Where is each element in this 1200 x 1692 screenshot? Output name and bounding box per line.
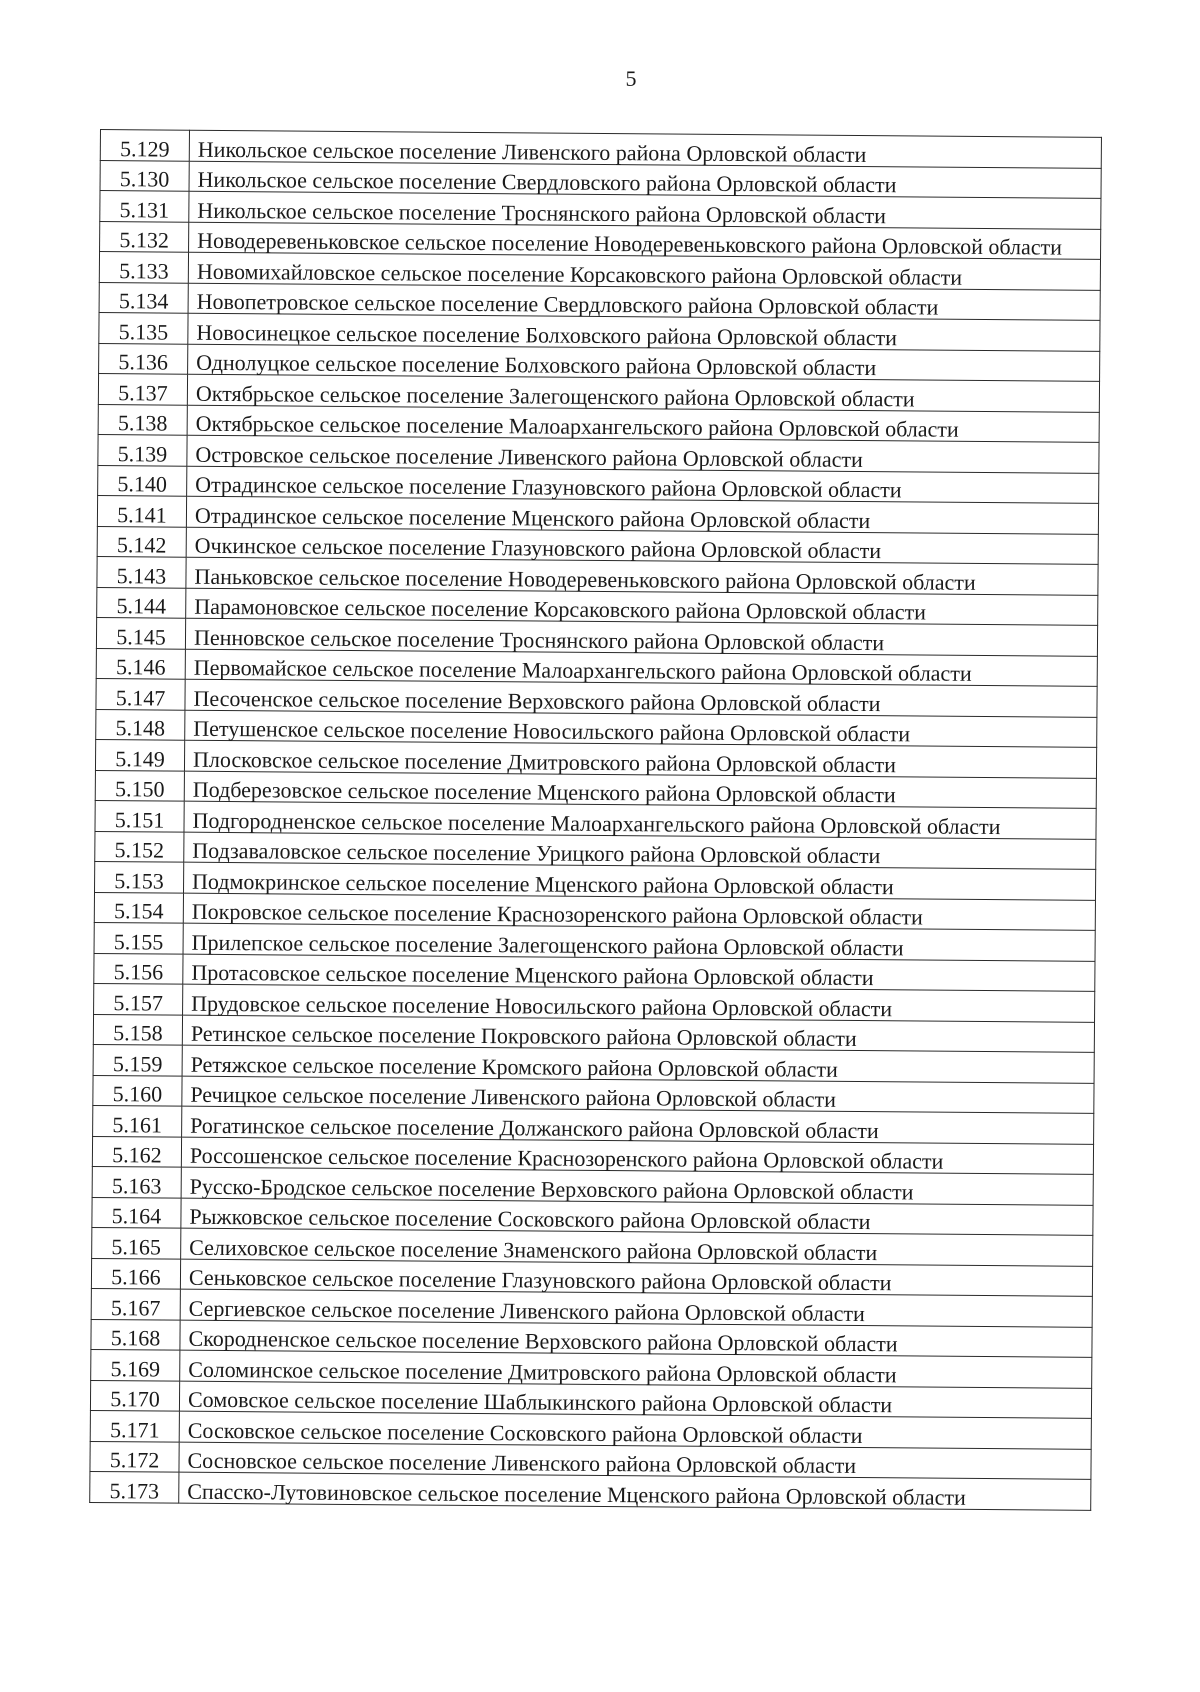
row-number: 5.141 [97, 495, 186, 526]
row-number: 5.137 [98, 373, 187, 404]
settlement-name: Островское сельское поселение Ливенского района Орловской области [187, 435, 1099, 473]
settlement-name: Покровское сельское поселение Краснозоренского района Орловской области [183, 893, 1095, 931]
settlement-name: Никольское сельское поселение Свердловского района Орловской области [189, 161, 1101, 199]
row-number: 5.171 [90, 1410, 179, 1441]
row-number: 5.135 [99, 312, 188, 343]
settlement-name: Протасовское сельское поселение Мценского района Орловской области [183, 954, 1095, 992]
settlement-name: Подмокринское сельское поселение Мценского района Орловской области [184, 862, 1096, 900]
row-number: 5.166 [91, 1258, 180, 1289]
settlement-name: Прилепское сельское поселение Залегощенского района Орловской области [183, 923, 1095, 961]
row-number: 5.134 [99, 282, 188, 313]
settlement-name: Новомихайловское сельское поселение Корсаковского района Орловской области [188, 252, 1100, 290]
row-number: 5.131 [100, 191, 189, 222]
row-number: 5.163 [92, 1166, 181, 1197]
table-body [90, 130, 1102, 1510]
row-number: 5.158 [93, 1014, 182, 1045]
settlement-name: Сомовское сельское поселение Шаблыкинского района Орловской области [179, 1381, 1091, 1419]
row-number: 5.136 [99, 343, 188, 374]
row-number: 5.172 [90, 1441, 179, 1472]
row-number: 5.165 [92, 1227, 181, 1258]
settlement-name: Рыжковское сельское поселение Сосковского района Орловской области [181, 1198, 1093, 1236]
settlement-name: Новосинецкое сельское поселение Болховского района Орловской области [188, 313, 1100, 351]
row-number: 5.159 [93, 1044, 182, 1075]
settlement-name: Подберезовское сельское поселение Мценского района Орловской области [184, 771, 1096, 809]
settlement-name: Прудовское сельское поселение Новосильского района Орловской области [183, 984, 1095, 1022]
settlement-name: Русско-Бродское сельское поселение Верховского района Орловской области [181, 1167, 1093, 1205]
row-number: 5.145 [96, 617, 185, 648]
row-number: 5.168 [91, 1319, 180, 1350]
settlements-table [89, 129, 1102, 1510]
settlement-name: Сосковское сельское поселение Сосковского района Орловской области [179, 1411, 1091, 1449]
settlement-name: Очкинское сельское поселение Глазуновского района Орловской области [186, 527, 1098, 565]
settlement-name: Однолуцкое сельское поселение Болховского района Орловской области [188, 344, 1100, 382]
row-number: 5.148 [96, 709, 185, 740]
settlement-name: Никольское сельское поселение Троснянского района Орловской области [189, 191, 1101, 229]
settlement-name: Новопетровское сельское поселение Свердловского района Орловской области [188, 283, 1100, 321]
settlement-name: Подгородненское сельское поселение Малоархангельского района Орловской области [184, 801, 1096, 839]
row-number: 5.157 [94, 983, 183, 1014]
row-number: 5.132 [100, 221, 189, 252]
settlement-name: Сосновское сельское поселение Ливенского района Орловской области [179, 1442, 1091, 1480]
settlement-name: Селиховское сельское поселение Знаменского района Орловской области [181, 1228, 1093, 1266]
settlement-name: Петушенское сельское поселение Новосильского района Орловской области [185, 710, 1097, 748]
settlement-name: Россошенское сельское поселение Краснозоренского района Орловской области [181, 1137, 1093, 1175]
settlement-name: Отрадинское сельское поселение Мценского района Орловской области [186, 496, 1098, 534]
row-number: 5.140 [98, 465, 187, 496]
settlement-name: Паньковское сельское поселение Новодеревеньковского района Орловской области [186, 557, 1098, 595]
row-number: 5.169 [91, 1349, 180, 1380]
row-number: 5.164 [92, 1197, 181, 1228]
row-number: 5.138 [98, 404, 187, 435]
row-number: 5.161 [93, 1105, 182, 1136]
settlement-name: Октябрьское сельское поселение Малоархангельского района Орловской области [187, 405, 1099, 443]
row-number: 5.152 [95, 831, 184, 862]
row-number: 5.173 [90, 1471, 179, 1502]
row-number: 5.167 [91, 1288, 180, 1319]
row-number: 5.149 [95, 739, 184, 770]
settlement-name: Никольское сельское поселение Ливенского района Орловской области [189, 130, 1101, 168]
row-number: 5.155 [94, 922, 183, 953]
row-number: 5.162 [92, 1136, 181, 1167]
table-row [90, 1471, 1091, 1509]
row-number: 5.160 [93, 1075, 182, 1106]
settlement-name: Новодеревеньковское сельское поселение Новодеревеньковского района Орловской области [189, 222, 1101, 260]
row-number: 5.146 [96, 648, 185, 679]
row-number: 5.139 [98, 434, 187, 465]
row-number: 5.143 [97, 556, 186, 587]
settlement-name: Первомайское сельское поселение Малоархангельского района Орловской области [185, 649, 1097, 687]
row-number: 5.150 [95, 770, 184, 801]
row-number: 5.156 [94, 953, 183, 984]
page-number: 5 [625, 66, 637, 91]
row-number: 5.133 [99, 252, 188, 283]
row-number: 5.153 [95, 861, 184, 892]
settlement-name: Парамоновское сельское поселение Корсаковского района Орловской области [186, 588, 1098, 626]
row-number: 5.147 [96, 678, 185, 709]
settlement-name: Подзаваловское сельское поселение Урицкого района Орловской области [184, 832, 1096, 870]
settlement-name: Речицкое сельское поселение Ливенского района Орловской области [182, 1076, 1094, 1114]
settlement-name: Рогатинское сельское поселение Должанского района Орловской области [182, 1106, 1094, 1144]
row-number: 5.151 [95, 800, 184, 831]
settlement-name: Соломинское сельское поселение Дмитровского района Орловской области [180, 1350, 1092, 1388]
settlement-name: Ретяжское сельское поселение Кромского района Орловской области [182, 1045, 1094, 1083]
row-number: 5.130 [100, 160, 189, 191]
settlement-name: Песоченское сельское поселение Верховского района Орловской области [185, 679, 1097, 717]
settlement-name: Отрадинское сельское поселение Глазуновского района Орловской области [187, 466, 1099, 504]
row-number: 5.142 [97, 526, 186, 557]
settlement-name: Сеньковское сельское поселение Глазуновского района Орловской области [180, 1259, 1092, 1297]
row-number: 5.170 [90, 1380, 179, 1411]
settlement-name: Плосковское сельское поселение Дмитровского района Орловской области [184, 740, 1096, 778]
row-number: 5.154 [94, 892, 183, 923]
row-number: 5.144 [97, 587, 186, 618]
settlement-name: Октябрьское сельское поселение Залегощенского района Орловской области [187, 374, 1099, 412]
settlement-name: Пенновское сельское поселение Троснянского района Орловской области [185, 618, 1097, 656]
settlement-name: Спасско-Лутовиновское сельское поселение Мценского района Орловской области [179, 1472, 1091, 1510]
settlement-name: Ретинское сельское поселение Покровского района Орловской области [182, 1015, 1094, 1053]
row-number: 5.129 [100, 130, 189, 161]
settlement-name: Сергиевское сельское поселение Ливенского района Орловской области [180, 1289, 1092, 1327]
settlement-name: Скородненское сельское поселение Верховского района Орловской области [180, 1320, 1092, 1358]
